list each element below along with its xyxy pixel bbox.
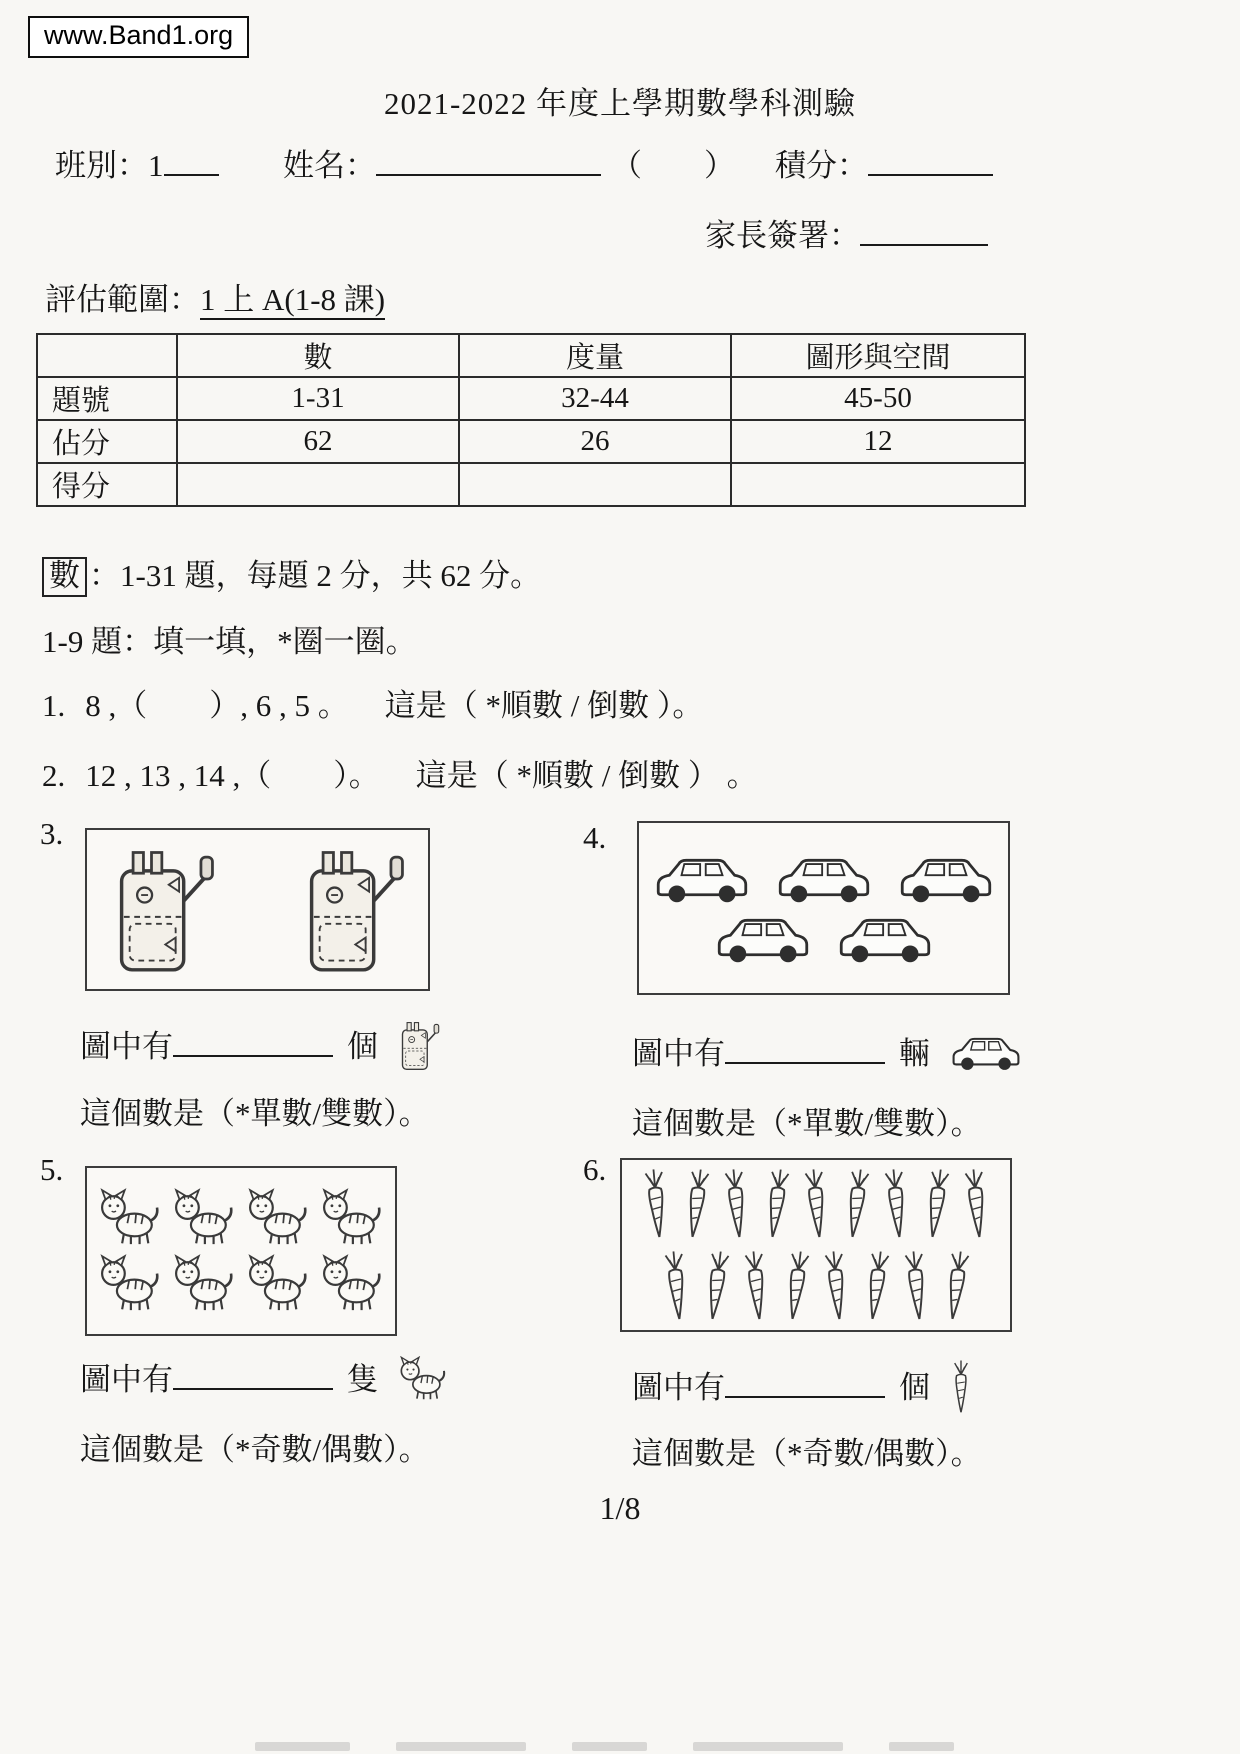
carrot-icon bbox=[736, 1247, 775, 1326]
answer-blank-line bbox=[725, 1033, 885, 1064]
question-4-answer-line bbox=[632, 1028, 1024, 1073]
name-field bbox=[283, 140, 735, 185]
section-note-text: ：1-31 題，每題 2 分，共 62 分。 bbox=[89, 558, 542, 593]
cat-icon bbox=[318, 1188, 386, 1248]
page-number: 1/8 bbox=[599, 1490, 641, 1526]
question-number: 6. bbox=[583, 1152, 607, 1187]
scan-artifact bbox=[255, 1742, 954, 1751]
column-header: 數 bbox=[177, 334, 459, 377]
section-label-box: 數 bbox=[42, 557, 87, 597]
table-cell: 45-50 bbox=[731, 377, 1025, 420]
prompt-text: 圖中有 bbox=[632, 1370, 725, 1405]
carrot-icon bbox=[755, 1164, 797, 1243]
carrot-icon bbox=[675, 1164, 717, 1243]
car-icon bbox=[948, 1032, 1024, 1072]
score-blank-line bbox=[868, 145, 993, 176]
question-number: 2. bbox=[42, 758, 66, 793]
cat-icon bbox=[96, 1254, 164, 1314]
question-6-choice-line: 這個數是（*奇數/偶數）。 bbox=[632, 1436, 982, 1471]
scope-label: 評估範圍： bbox=[45, 282, 200, 317]
prompt-text: 圖中有 bbox=[632, 1036, 725, 1071]
carrot-icon bbox=[876, 1165, 915, 1244]
name-blank-line bbox=[376, 145, 601, 176]
cat-icon bbox=[244, 1188, 312, 1248]
carrot-icon bbox=[896, 1247, 935, 1326]
carrot-icon bbox=[695, 1246, 737, 1325]
table-cell: 12 bbox=[731, 420, 1025, 463]
number-sequence: 12 , 13 , 14 ,（ ）。 bbox=[85, 758, 380, 793]
table-cell bbox=[37, 334, 177, 377]
row-label: 佔分 bbox=[37, 420, 177, 463]
class-label: 班別：1 bbox=[55, 148, 164, 183]
table-cell: 62 bbox=[177, 420, 459, 463]
table-row bbox=[37, 377, 1025, 420]
table-cell bbox=[177, 463, 459, 506]
page-title: 2021-2022 年度上學期數學科測驗 bbox=[383, 86, 857, 121]
parent-signature-label: 家長簽署： bbox=[705, 218, 860, 253]
unit-label: 個 bbox=[899, 1370, 930, 1405]
answer-blank-line bbox=[725, 1367, 885, 1398]
pencil-sharpener-icon bbox=[396, 1018, 442, 1073]
question-2 bbox=[42, 750, 758, 795]
table-cell bbox=[731, 463, 1025, 506]
table-cell bbox=[459, 463, 731, 506]
seat-number-paren: （ ） bbox=[611, 148, 735, 183]
table-row bbox=[37, 463, 1025, 506]
car-icon bbox=[893, 851, 999, 905]
question-3-answer-line bbox=[80, 1018, 442, 1073]
number-sequence: 8 ,（ ）, 6 , 5 。 bbox=[85, 688, 349, 723]
scope-value: 1 上 A(1-8 課) bbox=[200, 282, 385, 320]
prompt-text: 圖中有 bbox=[80, 1029, 173, 1064]
column-header: 圖形與空間 bbox=[731, 334, 1025, 377]
unit-label: 隻 bbox=[347, 1362, 378, 1397]
score-label: 積分： bbox=[775, 148, 868, 183]
choice-text: 這是（ *順數 / 倒數 ） 。 bbox=[415, 758, 758, 793]
table-header-row bbox=[37, 334, 1025, 377]
name-label: 姓名： bbox=[283, 148, 376, 183]
carrot-icon bbox=[948, 1358, 974, 1416]
score-summary-table bbox=[36, 333, 1026, 507]
row-label: 題號 bbox=[37, 377, 177, 420]
cat-icon bbox=[244, 1254, 312, 1314]
question-6-image-box bbox=[620, 1158, 1012, 1332]
instructions-line: 1-9 題：填一填，*圈一圈。 bbox=[42, 624, 417, 659]
car-icon bbox=[771, 851, 877, 905]
table-cell: 1-31 bbox=[177, 377, 459, 420]
score-field bbox=[775, 140, 993, 185]
assessment-scope bbox=[45, 274, 385, 319]
choice-text: 這是（ *順數 / 倒數 ）。 bbox=[384, 688, 704, 723]
cat-icon bbox=[318, 1254, 386, 1314]
answer-blank-line bbox=[173, 1026, 333, 1057]
carrot-icon bbox=[716, 1165, 755, 1244]
cat-icon bbox=[170, 1254, 238, 1314]
question-3-image-box bbox=[85, 828, 430, 991]
question-6-answer-line bbox=[632, 1358, 974, 1416]
question-number: 3. bbox=[40, 816, 64, 851]
carrot-icon bbox=[775, 1246, 817, 1325]
car-icon bbox=[832, 911, 938, 965]
pencil-sharpener-icon bbox=[295, 841, 411, 979]
question-1 bbox=[42, 680, 703, 725]
prompt-text: 圖中有 bbox=[80, 1362, 173, 1397]
carrot-icon bbox=[915, 1164, 957, 1243]
car-icon bbox=[649, 851, 755, 905]
carrot-icon bbox=[636, 1165, 675, 1244]
carrot-icon bbox=[855, 1246, 897, 1325]
pencil-sharpener-icon bbox=[105, 841, 221, 979]
site-watermark: www.Band1.org bbox=[28, 16, 249, 58]
table-cell: 26 bbox=[459, 420, 731, 463]
table-cell: 32-44 bbox=[459, 377, 731, 420]
table-row bbox=[37, 420, 1025, 463]
carrot-icon bbox=[796, 1165, 835, 1244]
carrot-icon bbox=[816, 1247, 855, 1326]
question-number: 4. bbox=[583, 820, 607, 855]
question-number: 5. bbox=[40, 1152, 64, 1187]
cat-icon bbox=[396, 1356, 450, 1402]
question-5-answer-line bbox=[80, 1354, 450, 1402]
cat-icon bbox=[96, 1188, 164, 1248]
cat-icon bbox=[170, 1188, 238, 1248]
question-4-choice-line: 這個數是（*單數/雙數）。 bbox=[632, 1106, 982, 1141]
row-label: 得分 bbox=[37, 463, 177, 506]
unit-label: 輛 bbox=[899, 1036, 930, 1071]
answer-blank-line bbox=[173, 1359, 333, 1390]
car-icon bbox=[710, 911, 816, 965]
question-number: 1. bbox=[42, 688, 66, 723]
class-blank-line bbox=[164, 145, 219, 176]
question-4-image-box bbox=[637, 821, 1010, 995]
question-5-image-box bbox=[85, 1166, 397, 1336]
class-field bbox=[55, 140, 219, 185]
carrot-icon bbox=[956, 1165, 995, 1244]
question-3-choice-line: 這個數是（*單數/雙數）。 bbox=[80, 1096, 430, 1131]
parent-signature-blank-line bbox=[860, 215, 988, 246]
parent-signature-field bbox=[705, 210, 988, 255]
carrot-icon bbox=[656, 1247, 695, 1326]
carrot-icon bbox=[935, 1246, 977, 1325]
unit-label: 個 bbox=[347, 1029, 378, 1064]
carrot-icon bbox=[835, 1164, 877, 1243]
section-note bbox=[42, 550, 541, 597]
question-5-choice-line: 這個數是（*奇數/偶數）。 bbox=[80, 1432, 430, 1467]
column-header: 度量 bbox=[459, 334, 731, 377]
